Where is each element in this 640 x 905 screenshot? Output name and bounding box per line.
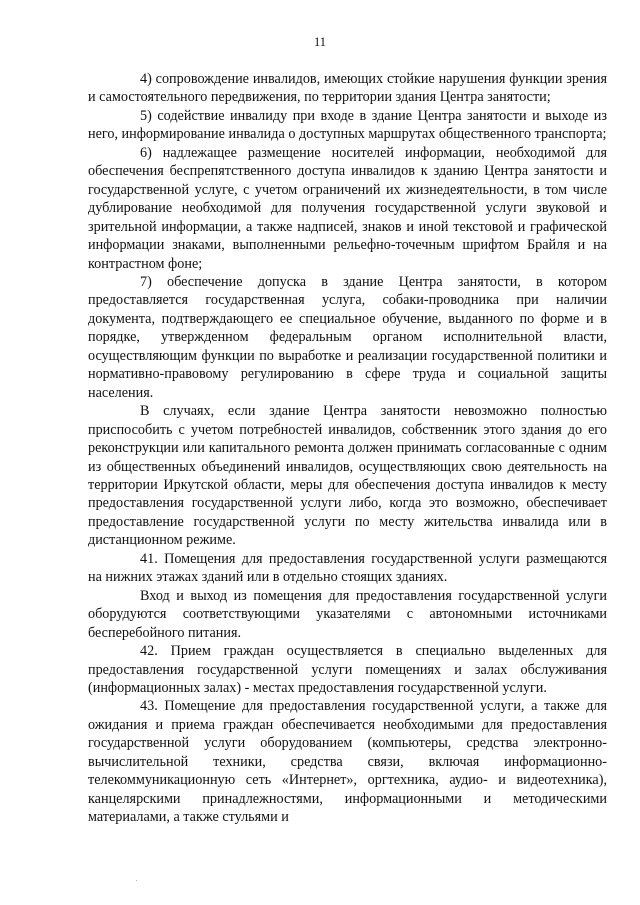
paragraph-item-7: 7) обеспечение допуска в здание Центра занятости, в котором предоставляется государственная услуга, собаки-проводника при наличии документа, подтверждающего ее специальное обучение, выданного по форме и в порядке, утвержденном федеральным органом исполнительной власти, осуществляющим функции по выработке и реализации государственной политики и нормативно-правовому регулированию в сфере труда и социальной защиты населения.	[88, 273, 607, 401]
paragraph-clause-43: 43. Помещение для предоставления государственной услуги, а также для ожидания и приема граждан обеспечивается необходимыми для предоставления государственной услуги оборудованием (компьютеры, средства электронно-вычислительной техники, средства связи, включая информационно-телекоммуникационную сеть «Интернет», оргтехника, аудио- и видеотехника), канцелярскими принадлежностями, информационными и методическими материалами, а также стульями и	[88, 698, 607, 826]
paragraph-entrance-exit: Вход и выход из помещения для предоставления государственной услуги оборудуются соответствующими указателями с автономными источниками бесперебойного питания.	[88, 587, 607, 641]
paragraph-item-5: 5) содействие инвалиду при входе в здание Центра занятости и выходе из него, информирование инвалида о доступных маршрутах общественного транспорта;	[88, 107, 607, 143]
document-body	[88, 70, 607, 827]
paragraph-item-4: 4) сопровождение инвалидов, имеющих стойкие нарушения функции зрения и самостоятельного передвижения, по территории здания Центра занятости;	[88, 71, 607, 106]
paragraph-clause-42: 42. Прием граждан осуществляется в специально выделенных для предоставления государственной услуги помещениях и залах обслуживания (информационных залах) - местах предоставления государственной услуги.	[88, 643, 607, 696]
scan-speck	[136, 880, 137, 881]
paragraph-item-6: 6) надлежащее размещение носителей информации, необходимой для обеспечения беспрепятственного доступа инвалидов к зданию Центра занятости и государственной услуге, с учетом ограничений их жизнедеятельности, в том числе дублирование необходимой для получения государственной услуги звуковой и зрительной информации, а также надписей, знаков и иной текстовой и графической информации знаками, выполненными рельефно-точечным шрифтом Брайля и на контрастном фоне;	[88, 144, 607, 272]
paragraph-building-adaptation: В случаях, если здание Центра занятости невозможно полностью приспособить с учетом потребностей инвалидов, собственник этого здания до его реконструкции или капитального ремонта должен принимать согласованные с одним из общественных объединений инвалидов, осуществляющих свою деятельность на территории Иркутской области, меры для обеспечения доступа инвалидов к месту предоставления государственной услуги либо, когда это возможно, обеспечивает предоставление государственной услуги по месту жительства инвалида или в дистанционном режиме.	[88, 403, 607, 549]
page-number: 11	[313, 35, 327, 49]
paragraph-clause-41: 41. Помещения для предоставления государственной услуги размещаются на нижних этажах зданий или в отдельно стоящих зданиях.	[88, 550, 607, 586]
